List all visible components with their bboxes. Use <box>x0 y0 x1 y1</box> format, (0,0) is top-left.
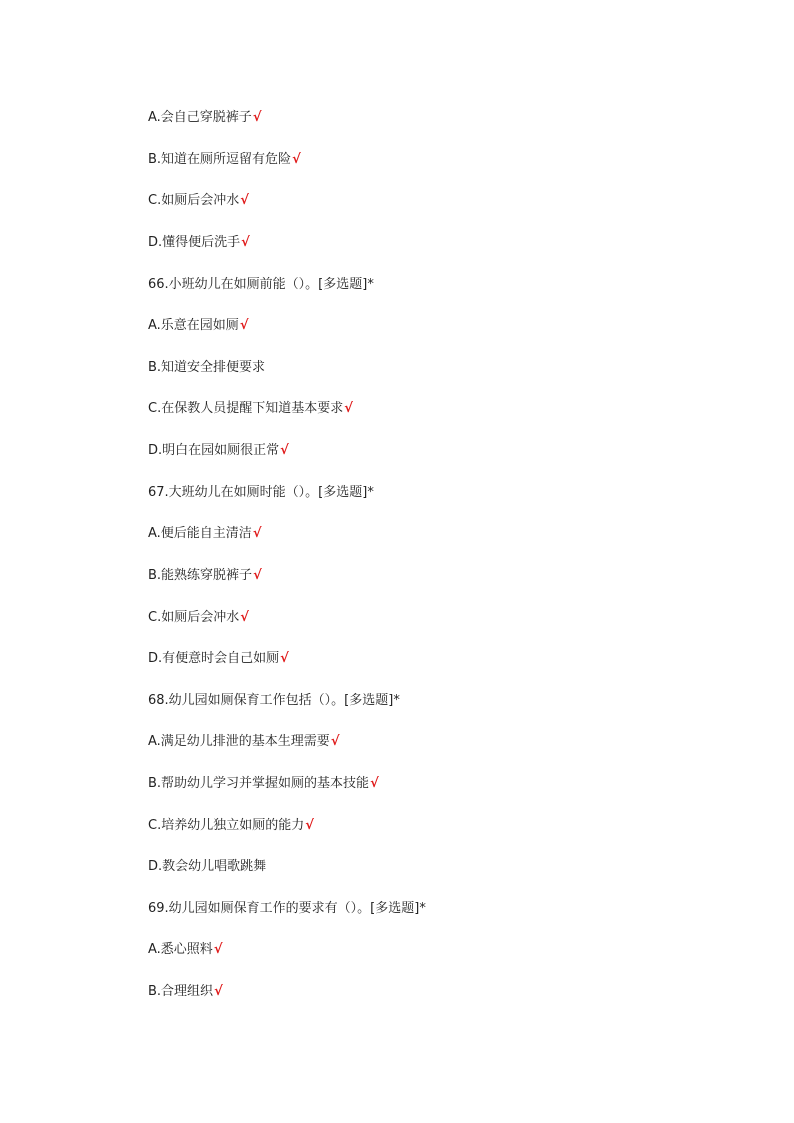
check-mark-icon: √ <box>241 235 250 250</box>
check-mark-icon: √ <box>213 942 223 957</box>
option-item <box>148 359 265 377</box>
option-label: B.帮助幼儿学习并掌握如厕的基本技能 <box>148 776 370 791</box>
option-item <box>148 941 222 959</box>
option-label: B.知道安全排便要求 <box>148 360 266 375</box>
option-item <box>148 317 248 335</box>
question-text <box>148 484 374 502</box>
option-label: A.会自己穿脱裤子 <box>148 110 252 125</box>
check-mark-icon: √ <box>280 651 289 666</box>
option-item <box>148 983 223 1001</box>
question-text <box>148 276 374 294</box>
check-mark-icon: √ <box>344 401 353 416</box>
option-label: D.明白在园如厕很正常 <box>148 443 280 458</box>
option-item <box>148 192 249 210</box>
option-label: A.悉心照料 <box>148 942 213 957</box>
check-mark-icon: √ <box>305 818 314 833</box>
check-mark-icon: √ <box>239 318 249 333</box>
check-mark-icon: √ <box>280 443 289 458</box>
check-mark-icon: √ <box>330 734 340 749</box>
option-item <box>148 650 289 668</box>
option-label: A.乐意在园如厕 <box>148 318 239 333</box>
option-item <box>148 733 339 751</box>
option-item <box>148 400 353 418</box>
option-label: D.懂得便后洗手 <box>148 235 241 250</box>
check-mark-icon: √ <box>292 152 301 167</box>
option-item <box>148 442 289 460</box>
question-label: 67.大班幼儿在如厕时能（）。[多选题]* <box>148 485 374 500</box>
option-label: C.培养幼儿独立如厕的能力 <box>148 818 305 833</box>
option-label: B.知道在厕所逗留有危险 <box>148 152 292 167</box>
option-item <box>148 609 249 627</box>
check-mark-icon: √ <box>214 984 223 999</box>
option-label: C.在保教人员提醒下知道基本要求 <box>148 401 344 416</box>
option-item <box>148 567 262 585</box>
question-text <box>148 692 400 710</box>
check-mark-icon: √ <box>252 526 262 541</box>
question-text <box>148 900 426 918</box>
option-label: A.满足幼儿排泄的基本生理需要 <box>148 734 330 749</box>
option-label: C.如厕后会冲水 <box>148 610 240 625</box>
check-mark-icon: √ <box>252 110 262 125</box>
option-item <box>148 817 314 835</box>
option-item <box>148 858 266 876</box>
question-label: 68.幼儿园如厕保育工作包括（）。[多选题]* <box>148 693 400 708</box>
option-label: D.教会幼儿唱歌跳舞 <box>148 859 267 874</box>
check-mark-icon: √ <box>253 568 262 583</box>
option-item <box>148 234 250 252</box>
option-label: B.能熟练穿脱裤子 <box>148 568 253 583</box>
question-label: 69.幼儿园如厕保育工作的要求有（）。[多选题]* <box>148 901 426 916</box>
option-item <box>148 525 261 543</box>
option-label: D.有便意时会自己如厕 <box>148 651 280 666</box>
option-item <box>148 109 261 127</box>
option-label: C.如厕后会冲水 <box>148 193 240 208</box>
option-item <box>148 775 379 793</box>
question-label: 66.小班幼儿在如厕前能（）。[多选题]* <box>148 277 374 292</box>
option-label: A.便后能自主清洁 <box>148 526 252 541</box>
check-mark-icon: √ <box>240 193 249 208</box>
check-mark-icon: √ <box>240 610 249 625</box>
check-mark-icon: √ <box>370 776 379 791</box>
option-item <box>148 151 301 169</box>
option-label: B.合理组织 <box>148 984 214 999</box>
